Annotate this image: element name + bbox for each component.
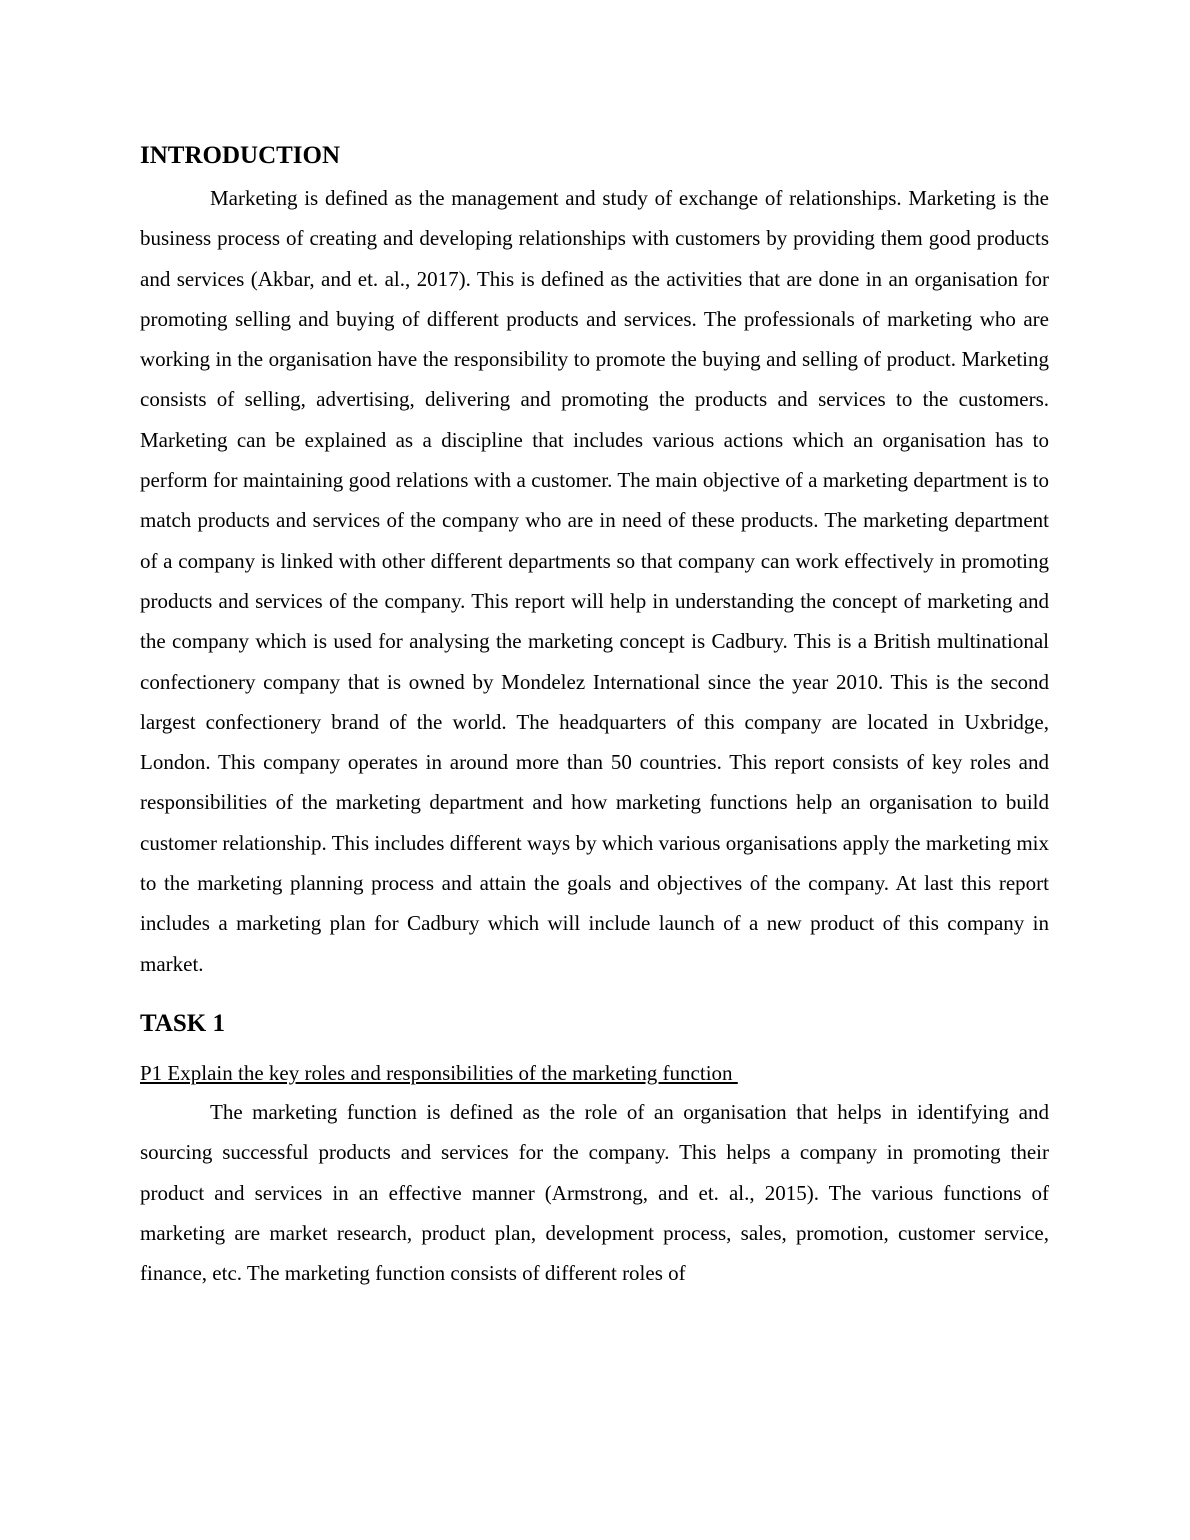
introduction-paragraph: Marketing is defined as the management and study of exchange of relationships. Marketing is the business process of creating and developing relationships with customers by providing them good products and services (Akbar, and et. al., 2017). This is defined as the activities that are done in an organisation for promoting selling and buying of different products and services. The professionals of marketing who are working in the organisation have the responsibility to promote the buying and selling of product. Marketing consists of selling, advertising, delivering and promoting the products and services to the customers. Marketing can be explained as a discipline that includes various actions which an organisation has to perform for maintaining good relations with a customer. The main objective of a marketing department is to match products and services of the company who are in need of these products. The marketing department of a company is linked with other different departments so that company can work effectively in promoting products and services of the company. This report will help in understanding the concept of marketing and the company which is used for analysing the marketing concept is Cadbury. This is a British multinational confectionery company that is owned by Mondelez International since the year 2010. This is the second largest confectionery brand of the world. The headquarters of this company are located in Uxbridge, London. This company operates in around more than 50 countries. This report consists of key roles and responsibilities of the marketing department and how marketing functions help an organisation to build customer relationship. This includes different ways by which various organisations apply the marketing mix to the marketing planning process and attain the goals and objectives of the company. At last this report includes a marketing plan for Cadbury which will include launch of a new product of this company in market. bbox=[140, 186, 1049, 976]
task-subheading: P1 Explain the key roles and responsibilities of the marketing function bbox=[140, 1060, 738, 1085]
task-paragraph: The marketing function is defined as the role of an organisation that helps in identifying and sourcing successful products and services for the company. This helps a company in promoting their product and services in an effective manner (Armstrong, and et. al., 2015). The various functions of marketing are market research, product plan, development process, sales, promotion, customer service, finance, etc. The marketing function consists of different roles of bbox=[140, 1099, 1049, 1286]
document-page bbox=[140, 138, 1049, 1293]
task-heading: TASK 1 bbox=[140, 1009, 225, 1037]
introduction-heading: INTRODUCTION bbox=[140, 142, 341, 169]
